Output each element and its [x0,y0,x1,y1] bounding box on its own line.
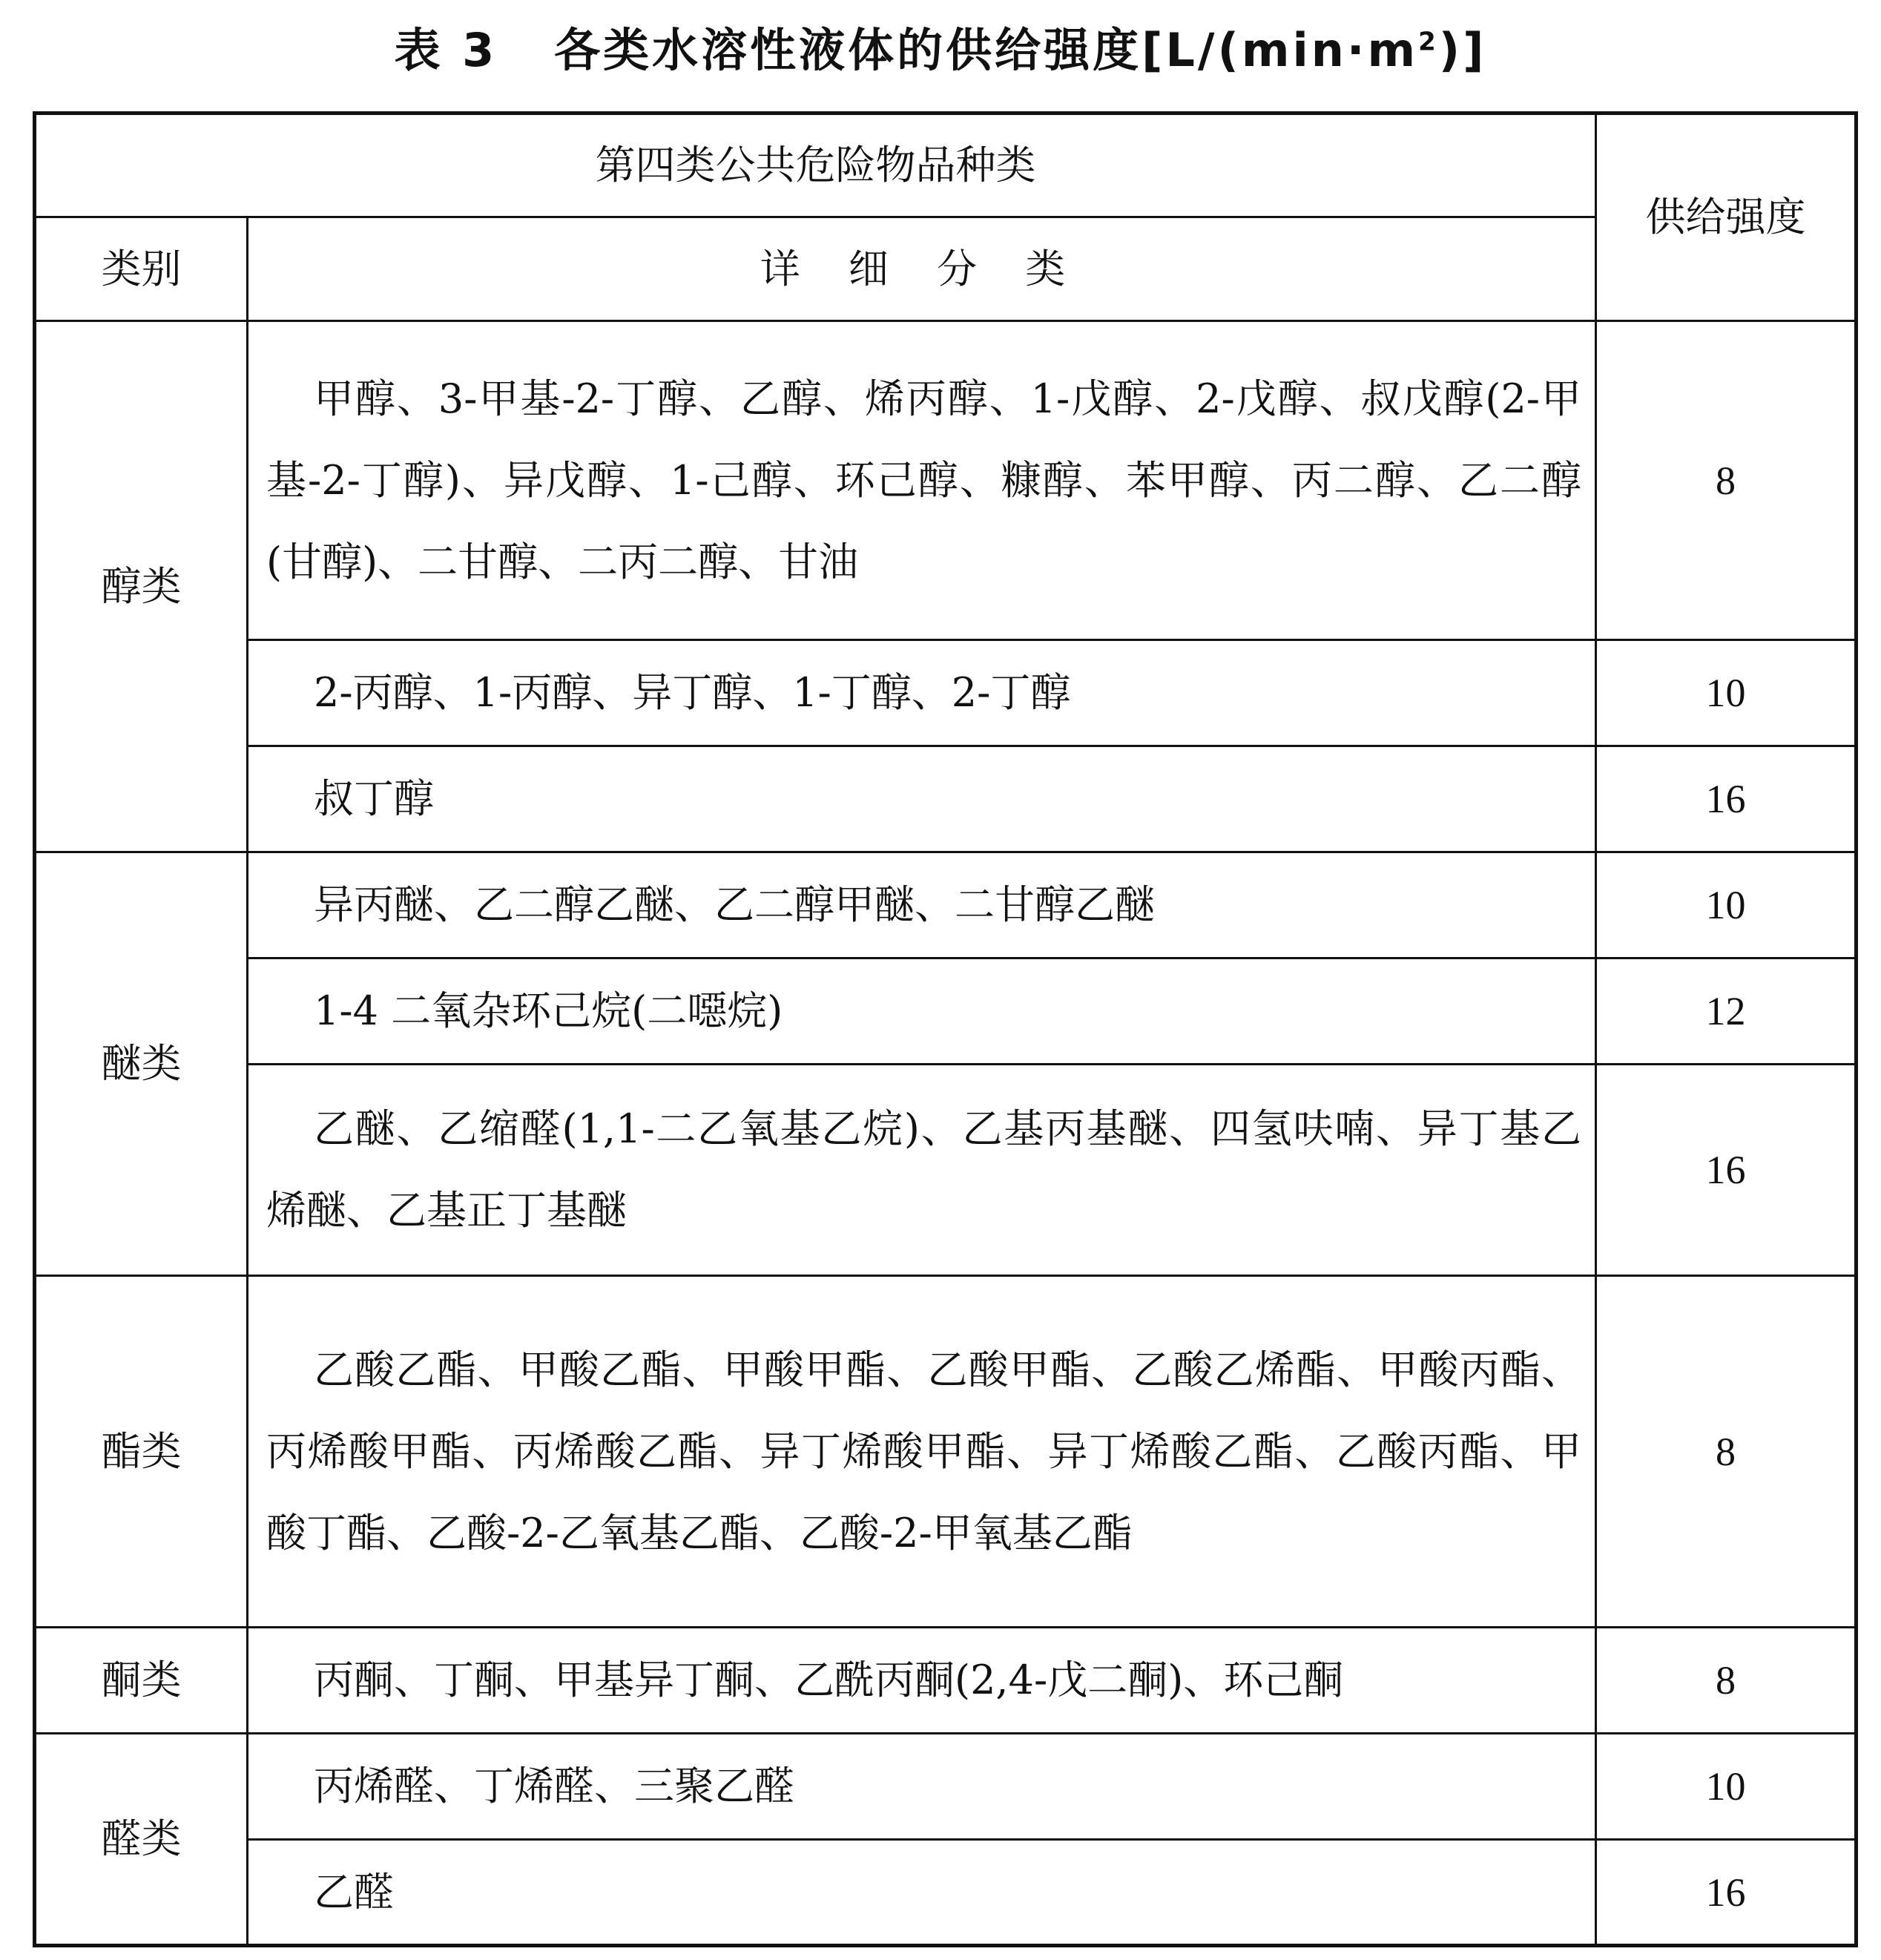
value-cell: 8 [1596,321,1857,640]
value-cell: 16 [1596,746,1857,852]
detail-cell: 丙烯醛、丁烯醛、三聚乙醛 [248,1734,1596,1840]
table-title [0,21,1881,80]
detail-cell: 乙醛 [248,1840,1596,1946]
unit-main: [L/(min·m [1142,23,1419,77]
header-category: 类别 [35,217,248,321]
table-row [35,852,1857,958]
unit-superscript: 2 [1418,27,1439,57]
category-cell: 酯类 [35,1276,248,1628]
value-cell: 16 [1596,1065,1857,1276]
header-group: 第四类公共危险物品种类 [35,114,1596,217]
detail-cell: 乙酸乙酯、甲酸乙酯、甲酸甲酯、乙酸甲酯、乙酸乙烯酯、甲酸丙酯、丙烯酸甲酯、丙烯酸乙酯、异丁烯酸甲酯、异丁烯酸乙酯、乙酸丙酯、甲酸丁酯、乙酸-2-乙氧基乙酯、乙酸-2-甲氧基乙酯 [248,1276,1596,1628]
header-row-2 [35,217,1857,321]
value-cell: 10 [1596,1734,1857,1840]
value-cell: 8 [1596,1276,1857,1628]
table-row [35,1276,1857,1628]
table-row [35,1628,1857,1734]
table-row [35,640,1857,746]
table-row [35,321,1857,640]
value-cell: 10 [1596,852,1857,958]
detail-cell: 异丙醚、乙二醇乙醚、乙二醇甲醚、二甘醇乙醚 [248,852,1596,958]
table-row [35,1065,1857,1276]
detail-cell: 丙酮、丁酮、甲基异丁酮、乙酰丙酮(2,4-戊二酮)、环己酮 [248,1628,1596,1734]
detail-cell: 2-丙醇、1-丙醇、异丁醇、1-丁醇、2-丁醇 [248,640,1596,746]
table-caption: 各类水溶性液体的供给强度 [554,23,1142,77]
table-row [35,746,1857,852]
detail-cell: 甲醇、3-甲基-2-丁醇、乙醇、烯丙醇、1-戊醇、2-戊醇、叔戊醇(2-甲基-2-丁醇)、异戊醇、1-己醇、环己醇、糠醇、苯甲醇、丙二醇、乙二醇(甘醇)、二甘醇、二丙二醇、甘油 [248,321,1596,640]
category-cell: 醇类 [35,321,248,852]
value-cell: 16 [1596,1840,1857,1946]
table-row [35,1734,1857,1840]
table-number: 表 3 [394,23,498,77]
header-supply: 供给强度 [1596,114,1857,321]
category-cell: 酮类 [35,1628,248,1734]
category-cell: 醚类 [35,852,248,1276]
value-cell: 8 [1596,1628,1857,1734]
unit-end: )] [1438,23,1487,77]
detail-cell: 1-4 二氧杂环己烷(二噁烷) [248,958,1596,1065]
detail-cell: 叔丁醇 [248,746,1596,852]
value-cell: 12 [1596,958,1857,1065]
header-detail: 详 细 分 类 [248,217,1596,321]
detail-cell: 乙醚、乙缩醛(1,1-二乙氧基乙烷)、乙基丙基醚、四氢呋喃、异丁基乙烯醚、乙基正丁基醚 [248,1065,1596,1276]
table-row [35,1840,1857,1946]
category-cell: 醛类 [35,1734,248,1946]
table-row [35,958,1857,1065]
value-cell: 10 [1596,640,1857,746]
header-row-1 [35,114,1857,217]
supply-intensity-table [33,111,1858,1947]
